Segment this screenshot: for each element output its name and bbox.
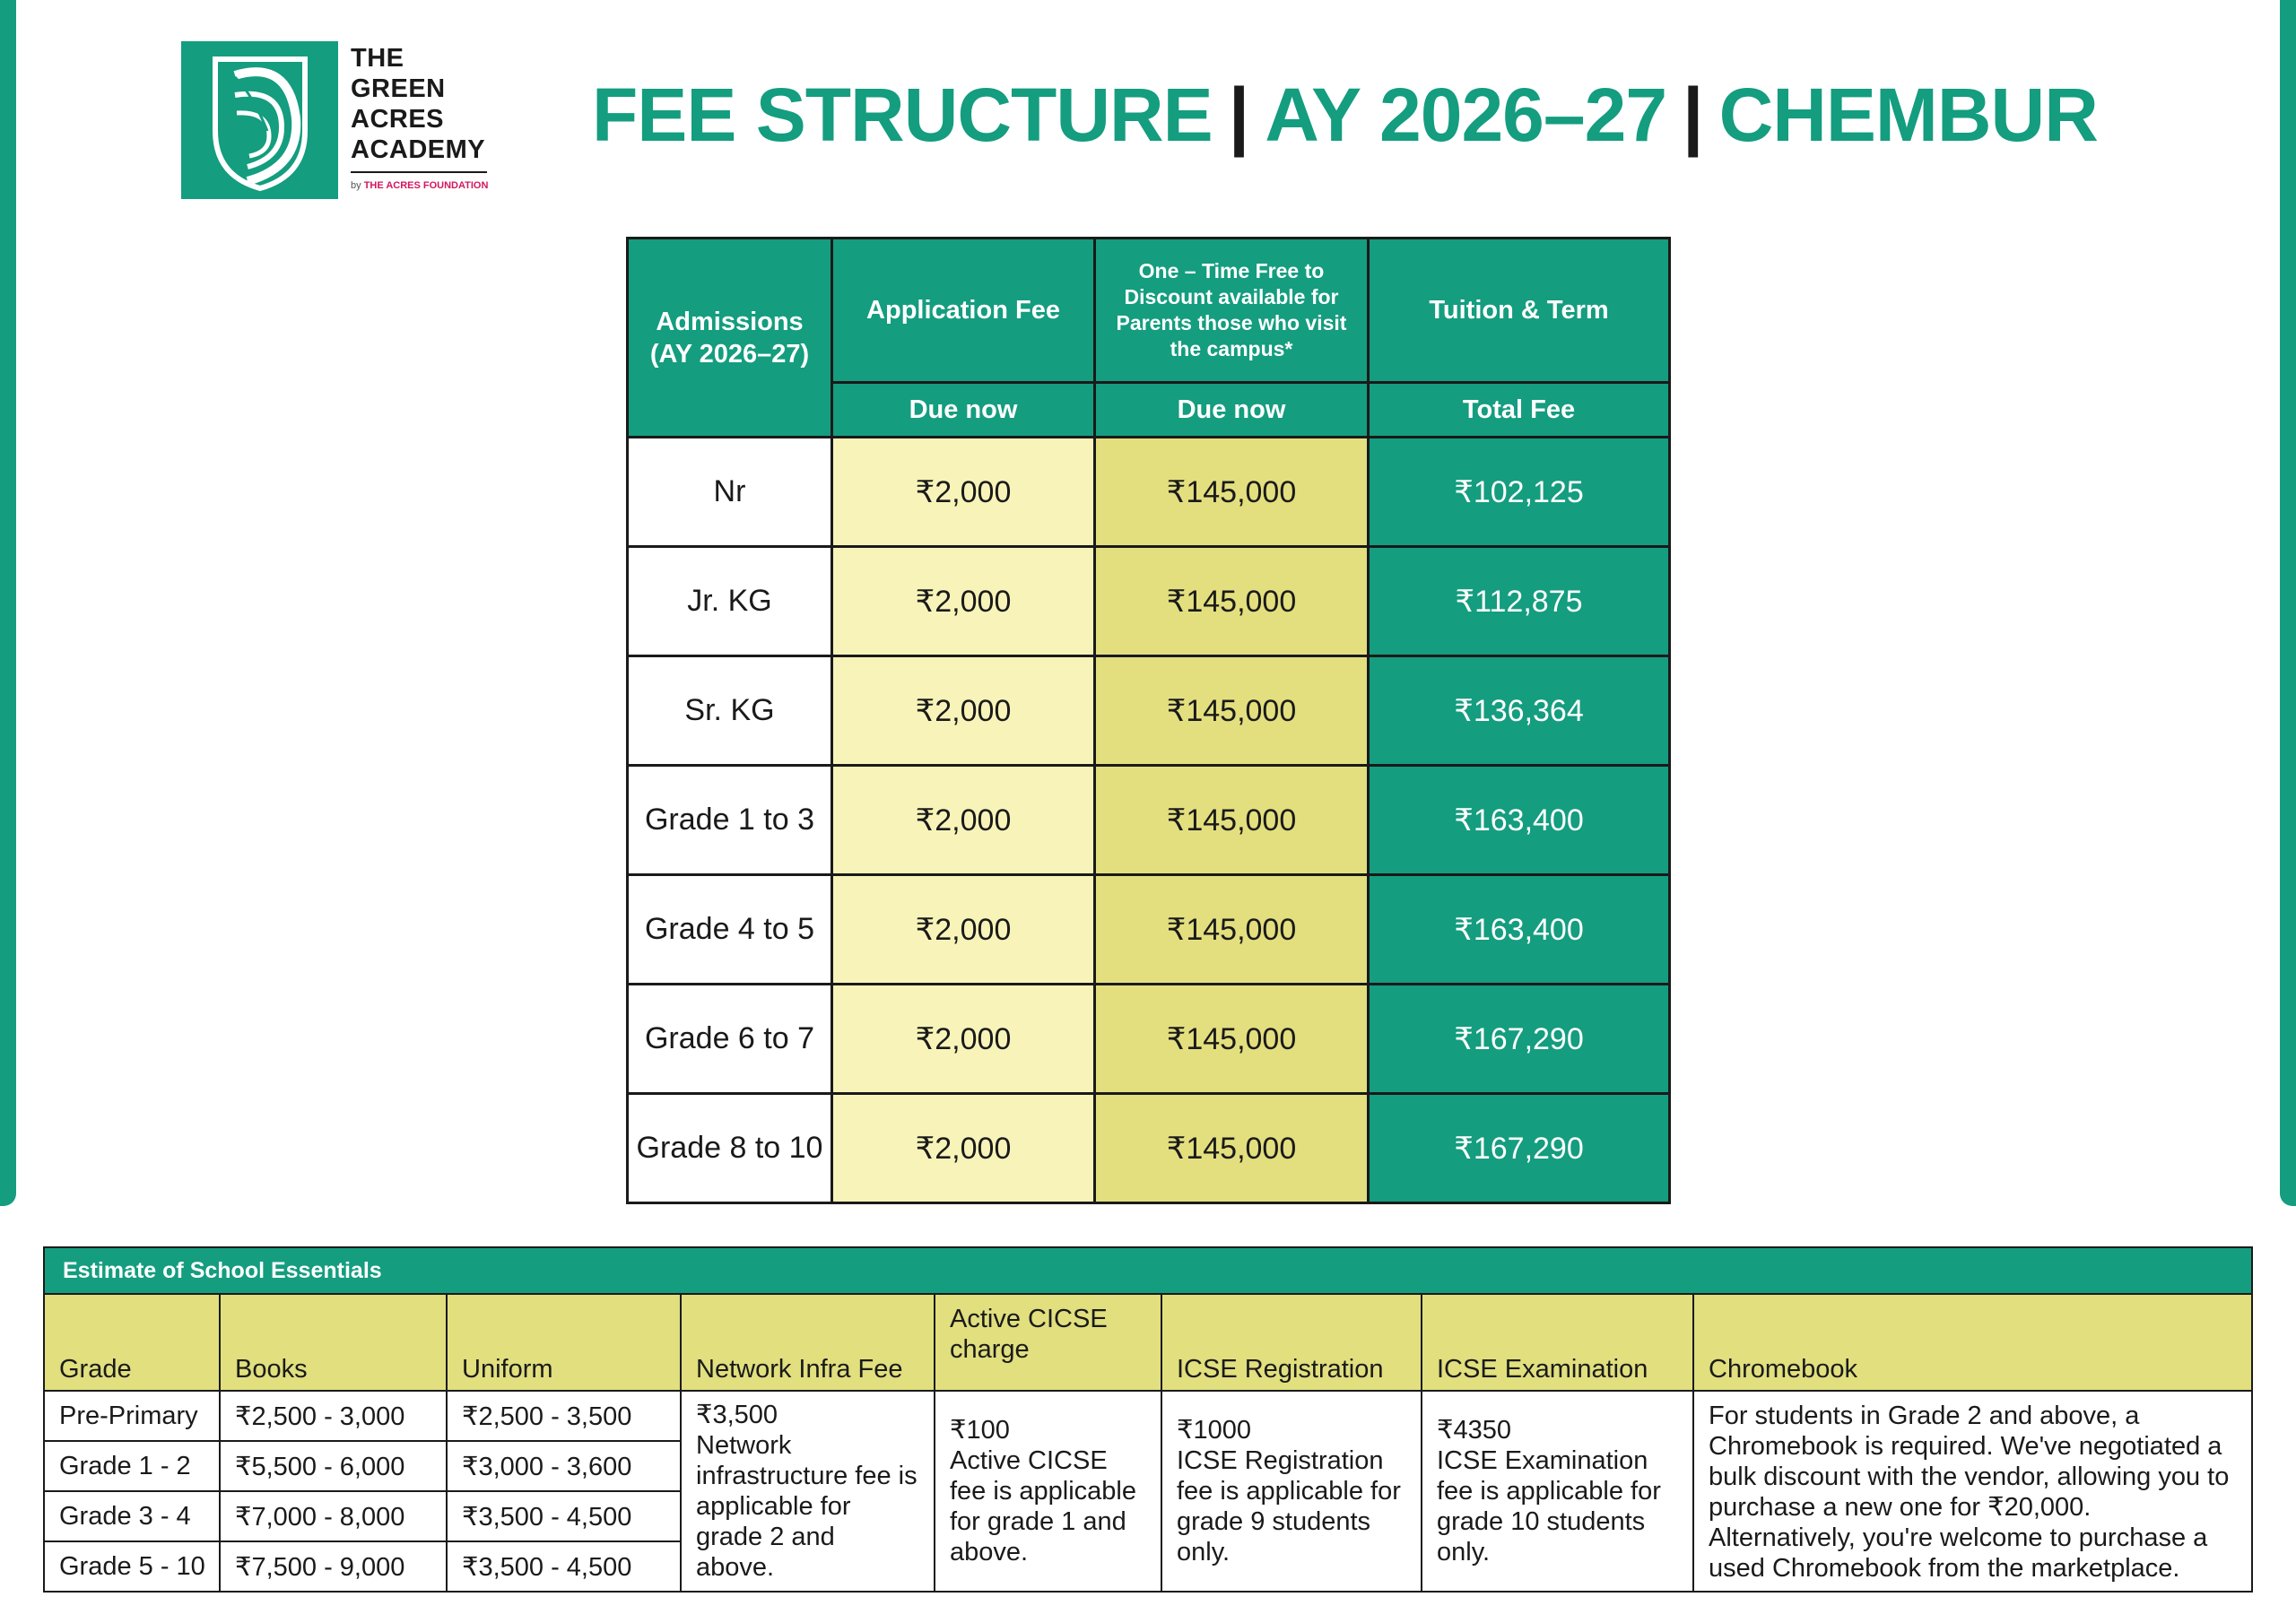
fee-table (626, 237, 1671, 1204)
title-separator: | (1228, 73, 1249, 157)
subheader-total-fee: Total Fee (1369, 383, 1670, 438)
table-row (628, 985, 1670, 1094)
essentials-header-books: Books (220, 1294, 447, 1391)
cicse-fee-amount: ₹100 (950, 1416, 1010, 1445)
brand-foundation (351, 180, 488, 191)
icse-examination-note: ICSE Examination fee is applicable for grade 10 students only. (1437, 1446, 1661, 1567)
essentials-header-grade: Grade (44, 1294, 220, 1391)
subheader-discount-due: Due now (1095, 383, 1369, 438)
discount-cell: ₹145,000 (1095, 766, 1369, 875)
title-academic-year: AY 2026–27 (1265, 73, 1667, 157)
title-fee-structure: FEE STRUCTURE (592, 73, 1213, 157)
grade-cell: Grade 4 to 5 (628, 875, 832, 985)
brand-name (351, 43, 485, 165)
title-campus: CHEMBUR (1718, 73, 2098, 157)
brand-name-line: THE (351, 44, 404, 73)
icse-registration-cell (1161, 1391, 1422, 1592)
tuition-cell: ₹167,290 (1369, 1094, 1670, 1203)
icse-examination-cell (1422, 1391, 1693, 1592)
uniform-cell: ₹3,000 - 3,600 (447, 1441, 681, 1491)
icse-registration-note: ICSE Registration fee is applicable for grade 9 students only. (1177, 1446, 1401, 1567)
tuition-cell: ₹163,400 (1369, 766, 1670, 875)
table-row (628, 875, 1670, 985)
table-row (628, 766, 1670, 875)
discount-cell: ₹145,000 (1095, 547, 1369, 656)
application-fee-cell: ₹2,000 (832, 766, 1095, 875)
application-fee-cell: ₹2,000 (832, 985, 1095, 1094)
books-cell: ₹2,500 - 3,000 (220, 1391, 447, 1441)
cicse-fee-cell (935, 1391, 1161, 1592)
grade-cell: Sr. KG (628, 656, 832, 766)
tuition-cell: ₹163,400 (1369, 875, 1670, 985)
header-admissions: Admissions (AY 2026–27) (628, 239, 832, 438)
table-row (628, 1094, 1670, 1203)
application-fee-cell: ₹2,000 (832, 875, 1095, 985)
grade-cell: Nr (628, 438, 832, 547)
essentials-table (43, 1246, 2253, 1593)
grade-cell: Grade 6 to 7 (628, 985, 832, 1094)
chromebook-cell: For students in Grade 2 and above, a Chromebook is required. We've negotiated a bulk discount with the vendor, allowing you to purchase a new one for ₹20,000. Alternatively, you're welcome to purchase a used Chromebook from the marketplace. (1693, 1391, 2252, 1592)
uniform-cell: ₹3,500 - 4,500 (447, 1541, 681, 1592)
discount-cell: ₹145,000 (1095, 875, 1369, 985)
table-row (628, 438, 1670, 547)
header-discount: One – Time Free to Discount available for Parents those who visit the campus* (1095, 239, 1369, 383)
essentials-header-icse-registration: ICSE Registration (1161, 1294, 1422, 1391)
discount-cell: ₹145,000 (1095, 438, 1369, 547)
icse-examination-amount: ₹4350 (1437, 1416, 1511, 1445)
network-fee-amount: ₹3,500 (696, 1401, 778, 1429)
essentials-header-uniform: Uniform (447, 1294, 681, 1391)
application-fee-cell: ₹2,000 (832, 1094, 1095, 1203)
brand-foundation-name: THE ACRES FOUNDATION (363, 180, 489, 191)
application-fee-cell: ₹2,000 (832, 656, 1095, 766)
books-cell: ₹7,000 - 8,000 (220, 1491, 447, 1541)
shield-emblem-icon (181, 41, 338, 199)
page-title (592, 70, 2098, 160)
essentials-header-chromebook: Chromebook (1693, 1294, 2252, 1391)
brand-divider (351, 171, 487, 173)
essentials-header-icse-examination: ICSE Examination (1422, 1294, 1693, 1391)
tuition-cell: ₹167,290 (1369, 985, 1670, 1094)
uniform-cell: ₹2,500 - 3,500 (447, 1391, 681, 1441)
brand-by: by (351, 180, 361, 191)
cicse-fee-note: Active CICSE fee is applicable for grade 1 and above. (950, 1446, 1136, 1567)
essentials-grade-cell: Grade 1 - 2 (44, 1441, 220, 1491)
table-row (628, 547, 1670, 656)
essentials-grade-cell: Grade 5 - 10 (44, 1541, 220, 1592)
brand-name-line: ACADEMY (351, 135, 486, 164)
subheader-application-due: Due now (832, 383, 1095, 438)
left-accent-bar (0, 0, 16, 1206)
school-logo (181, 41, 338, 199)
books-cell: ₹5,500 - 6,000 (220, 1441, 447, 1491)
icse-registration-amount: ₹1000 (1177, 1416, 1251, 1445)
brand-name-line: GREEN (351, 74, 446, 103)
essentials-header-cicse: Active CICSE charge (935, 1294, 1161, 1391)
application-fee-cell: ₹2,000 (832, 547, 1095, 656)
table-row (628, 656, 1670, 766)
essentials-grade-cell: Pre-Primary (44, 1391, 220, 1441)
network-fee-note: Network infrastructure fee is applicable for grade 2 and above. (696, 1431, 918, 1582)
title-separator: | (1683, 73, 1703, 157)
table-row (44, 1391, 2252, 1441)
essentials-grade-cell: Grade 3 - 4 (44, 1491, 220, 1541)
tuition-cell: ₹112,875 (1369, 547, 1670, 656)
essentials-header-network: Network Infra Fee (681, 1294, 935, 1391)
grade-cell: Jr. KG (628, 547, 832, 656)
uniform-cell: ₹3,500 - 4,500 (447, 1491, 681, 1541)
network-fee-cell (681, 1391, 935, 1592)
grade-cell: Grade 1 to 3 (628, 766, 832, 875)
discount-cell: ₹145,000 (1095, 1094, 1369, 1203)
discount-cell: ₹145,000 (1095, 656, 1369, 766)
grade-cell: Grade 8 to 10 (628, 1094, 832, 1203)
right-accent-bar (2280, 0, 2296, 1206)
essentials-title: Estimate of School Essentials (44, 1247, 2252, 1294)
discount-cell: ₹145,000 (1095, 985, 1369, 1094)
tuition-cell: ₹102,125 (1369, 438, 1670, 547)
books-cell: ₹7,500 - 9,000 (220, 1541, 447, 1592)
brand-name-line: ACRES (351, 105, 445, 134)
application-fee-cell: ₹2,000 (832, 438, 1095, 547)
header-tuition: Tuition & Term (1369, 239, 1670, 383)
header-application-fee: Application Fee (832, 239, 1095, 383)
tuition-cell: ₹136,364 (1369, 656, 1670, 766)
